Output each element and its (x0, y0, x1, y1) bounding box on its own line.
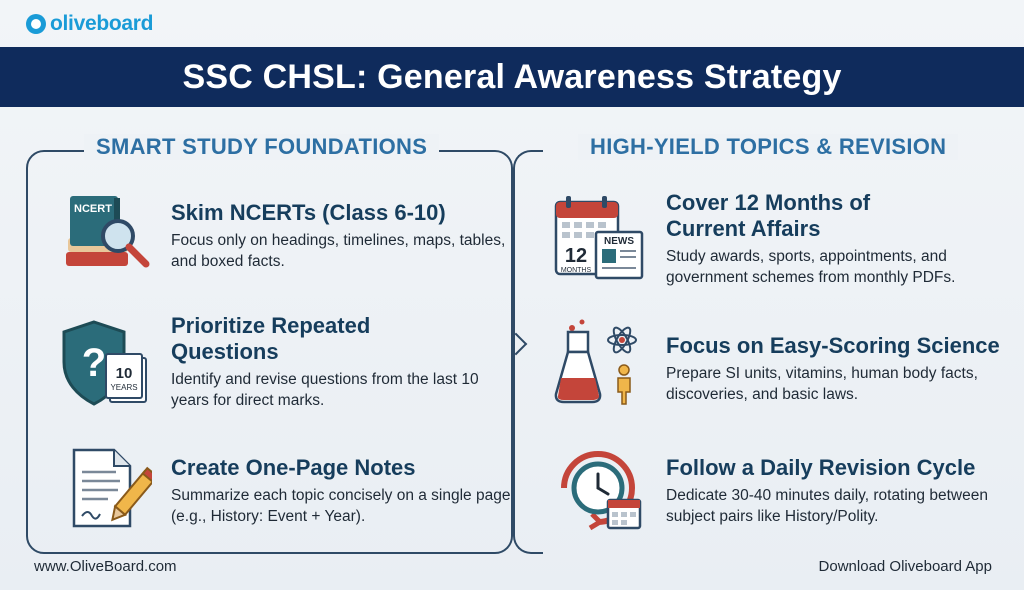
download-app-link[interactable]: Download Oliveboard App (818, 558, 992, 575)
oliveboard-logo (26, 12, 153, 36)
current-affairs-heading: Cover 12 Months of Current Affairs (666, 190, 871, 241)
logo-mark-icon (26, 14, 46, 34)
news-label: NEWS (604, 236, 634, 247)
ncert-label: NCERT (74, 203, 112, 215)
shield-years-number: 10 (115, 365, 133, 382)
revision-cycle-body: Dedicate 30-40 minutes daily, rotating between subject pairs like History/Polity. (666, 487, 988, 525)
current-affairs-body: Study awards, sports, appointments, and government schemes from monthly PDFs. (666, 248, 956, 286)
science-body: Prepare SI units, vitamins, human body facts, discoveries, and basic laws. (666, 365, 978, 403)
revision-cycle-heading: Follow a Daily Revision Cycle (666, 455, 976, 480)
repeated-questions-heading: Prioritize Repeated Questions (171, 313, 371, 364)
right-panel-title: HIGH-YIELD TOPICS & REVISION (578, 134, 958, 160)
ncert-item (171, 200, 511, 272)
one-page-notes-body: Summarize each topic concisely on a single page (e.g., History: Event + Year). (171, 487, 511, 525)
title-banner (0, 47, 1024, 107)
science-item (666, 333, 1006, 405)
logo-text: oliveboard (50, 12, 154, 35)
website-link[interactable]: www.OliveBoard.com (34, 558, 177, 575)
revision-cycle-item (666, 455, 1006, 527)
current-affairs-item (666, 190, 1006, 288)
repeated-questions-item (171, 313, 511, 411)
flask-atom-icon (552, 318, 648, 415)
ncert-heading: Skim NCERTs (Class 6-10) (171, 200, 446, 225)
calendar-number: 12 (564, 245, 588, 267)
science-heading: Focus on Easy-Scoring Science (666, 333, 1000, 358)
repeated-questions-body: Identify and revise questions from the last 10 years for direct marks. (171, 371, 479, 409)
clock-cycle-icon (552, 444, 648, 539)
shield-years-caption: YEARS (110, 383, 138, 392)
ncert-body: Focus only on headings, timelines, maps, tables, and boxed facts. (171, 232, 506, 270)
shield-question-icon (60, 318, 156, 415)
one-page-notes-item (171, 455, 511, 527)
left-panel-title: SMART STUDY FOUNDATIONS (84, 134, 439, 160)
ncert-books-magnifier-icon (60, 192, 156, 281)
one-page-notes-heading: Create One-Page Notes (171, 455, 416, 480)
document-pencil-icon (68, 446, 152, 537)
page-title: SSC CHSL: General Awareness Strategy (182, 57, 842, 96)
calendar-caption: MONTHS (560, 267, 592, 274)
svg-text:?: ? (81, 341, 107, 385)
calendar-news-icon (552, 192, 648, 289)
